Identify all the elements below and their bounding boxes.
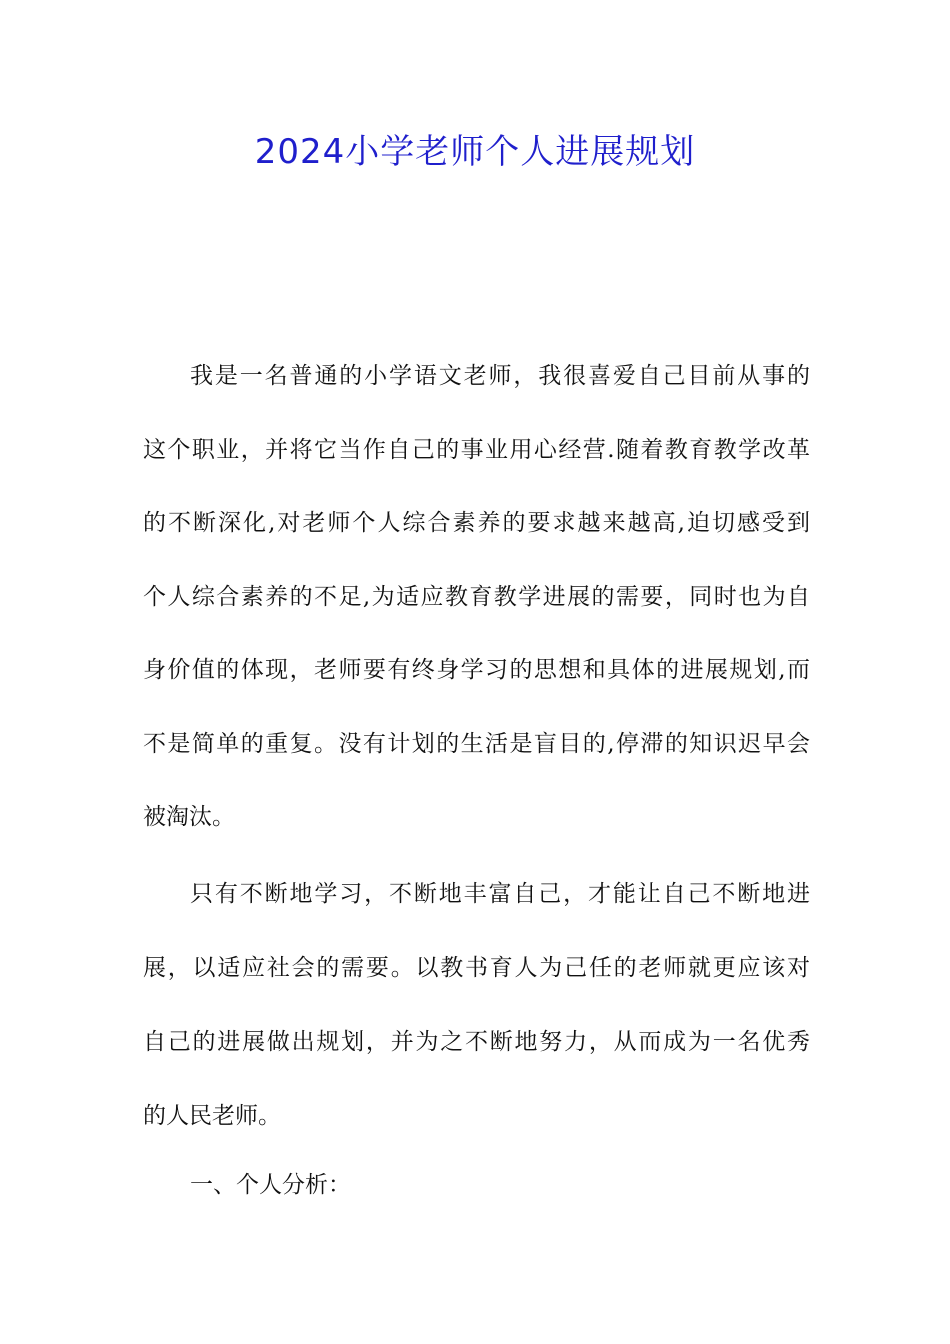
paragraph-line: 的人民老师。 (143, 1103, 281, 1129)
paragraph-intro (143, 340, 810, 855)
document-title: 2024小学老师个人进展规划 (254, 132, 696, 172)
paragraph-line: 身价值的体现，老师要有终身学习的思想和具体的进展规划,而 (143, 657, 810, 683)
paragraph-line: 展，以适应社会的需要。以教书育人为己任的老师就更应该对 (143, 955, 810, 981)
paragraph-line: 被淘汰。 (143, 804, 235, 830)
paragraph-line: 不是简单的重复。没有计划的生活是盲目的,停滞的知识迟早会 (143, 730, 810, 757)
paragraph-learning (143, 857, 810, 1153)
paragraph-line: 这个职业，并将它当作自己的事业用心经营.随着教育教学改革 (143, 436, 810, 463)
paragraph-line: 自己的进展做出规划，并为之不断地努力，从而成为一名优秀 (143, 1029, 810, 1055)
section-heading: 一、个人分析： (190, 1172, 351, 1198)
paragraph-line: 我是一名普通的小学语文老师，我很喜爱自己目前从事的 (190, 363, 810, 389)
paragraph-line: 个人综合素养的不足,为适应教育教学进展的需要，同时也为自 (143, 583, 810, 610)
paragraph-line: 的不断深化,对老师个人综合素养的要求越来越高,迫切感受到 (143, 510, 810, 536)
paragraph-line: 只有不断地学习，不断地丰富自己，才能让自己不断地进 (190, 881, 810, 907)
